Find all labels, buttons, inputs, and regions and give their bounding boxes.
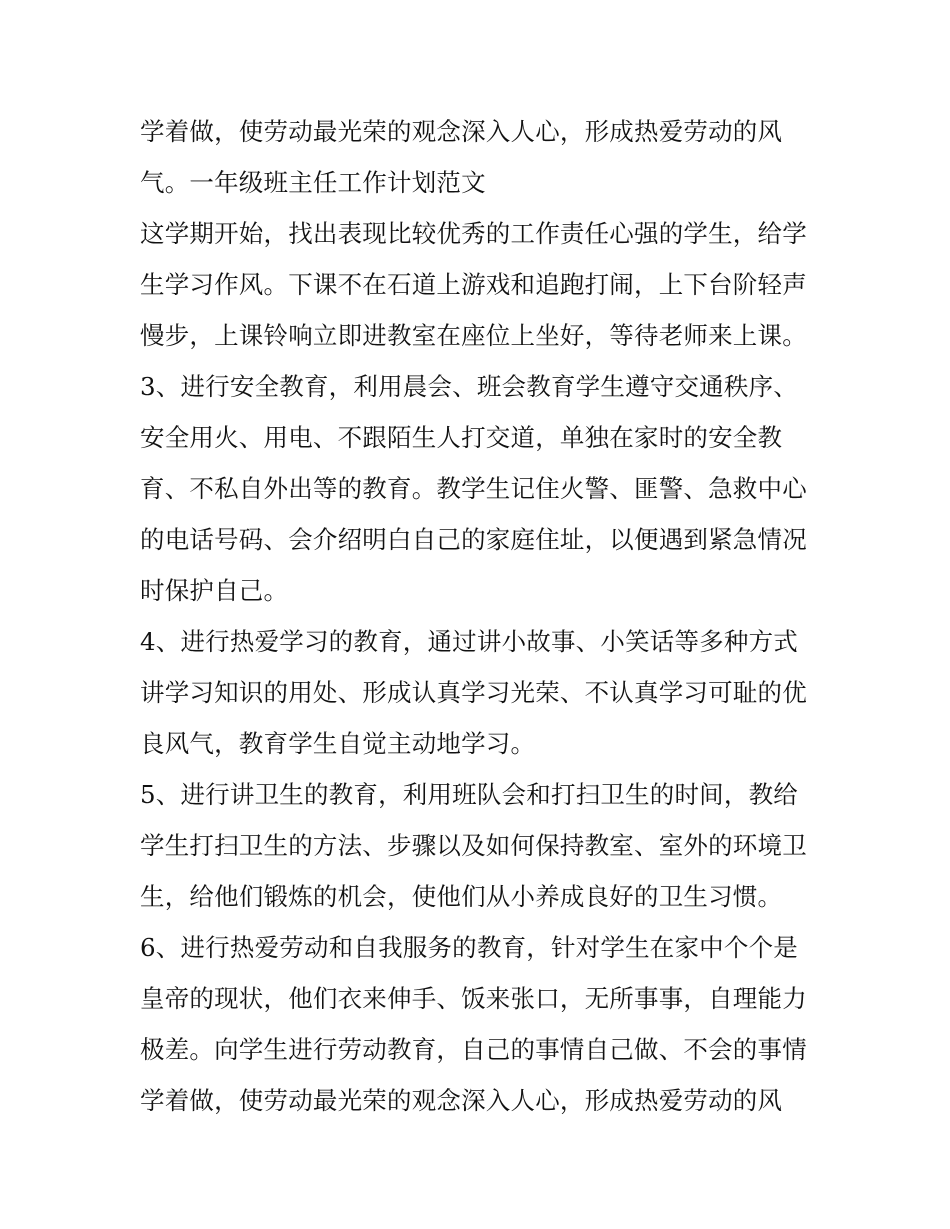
text-line: 5、进行讲卫生的教育，利用班队会和打扫卫生的时间，教给 [140,780,798,809]
text-line: 育、不私自外出等的教育。教学生记住火警、匪警、急救中心 [140,474,807,503]
text-line: 极差。向学生进行劳动教育，自己的事情自己做、不会的事情 [140,1035,807,1064]
text-line: 的电话号码、会介绍明白自己的家庭住址，以便遇到紧急情况 [140,525,807,554]
text-line: 6、进行热爱劳动和自我服务的教育，针对学生在家中个个是 [140,933,798,962]
text-line: 4、进行热爱学习的教育，通过讲小故事、小笑话等多种方式 [140,627,798,656]
text-line: 3、进行安全教育，利用晨会、班会教育学生遵守交通秩序、 [140,372,798,401]
text-line: 这学期开始，找出表现比较优秀的工作责任心强的学生，给学 [140,219,807,248]
text-line: 讲学习知识的用处、形成认真学习光荣、不认真学习可耻的优 [140,678,807,707]
text-line: 良风气，教育学生自觉主动地学习。 [140,729,536,758]
text-line: 安全用火、用电、不跟陌生人打交道，单独在家时的安全教 [140,423,783,452]
text-line: 生，给他们锻炼的机会，使他们从小养成良好的卫生习惯。 [140,882,783,911]
text-line: 气。一年级班主任工作计划范文 [140,168,486,197]
text-line: 慢步，上课铃响立即进教室在座位上坐好，等待老师来上课。 [140,321,807,350]
document-body [140,106,830,1126]
text-line: 学着做，使劳动最光荣的观念深入人心，形成热爱劳动的风 [140,1086,783,1115]
text-line: 时保护自己。 [140,576,289,605]
text-line: 皇帝的现状，他们衣来伸手、饭来张口，无所事事，自理能力 [140,984,807,1013]
text-line: 学生打扫卫生的方法、步骤以及如何保持教室、室外的环境卫 [140,831,807,860]
text-line: 学着做，使劳动最光荣的观念深入人心，形成热爱劳动的风 [140,117,783,146]
text-line: 生学习作风。下课不在石道上游戏和追跑打闹，上下台阶轻声 [140,270,807,299]
